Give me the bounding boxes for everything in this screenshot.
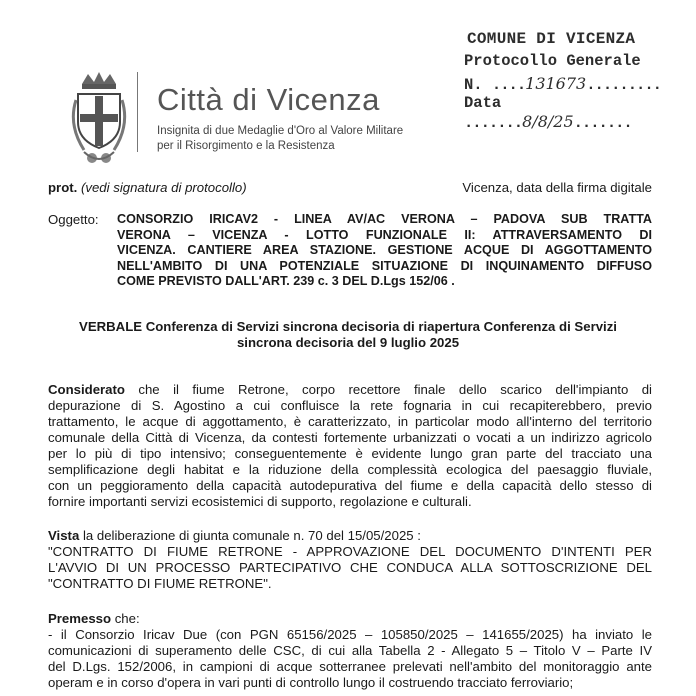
stamp-n-label: N. <box>464 76 483 94</box>
premesso-keyword: Premesso <box>48 611 112 626</box>
paragraph-line <box>48 382 652 398</box>
paragraph-line <box>48 528 652 544</box>
city-crest-logo <box>70 70 128 170</box>
stamp-protocollo: Protocollo Generale <box>464 52 641 70</box>
stamp-data-value: 8/8/25 <box>522 112 574 131</box>
place-date: Vicenza, data della firma digitale <box>462 180 652 195</box>
city-subtitle <box>157 124 403 153</box>
stamp-date-row: Data .......8/8/25....... <box>464 94 632 132</box>
verbale-title <box>40 319 656 351</box>
premesso-paragraph <box>48 611 652 691</box>
paragraph-line: operam e in corso d'opera in vari punti di controllo lungo il costruendo tracciato ferroviario; <box>48 675 574 690</box>
city-name-title: Città di Vicenza <box>157 82 380 117</box>
paragraph-line: semplificazione degli habitat e la riduzione della complessità ecologica del paesaggio fluviale, <box>48 462 652 477</box>
protocol-stamp <box>462 30 662 132</box>
vista-keyword: Vista <box>48 528 80 543</box>
oggetto-line: NELL'AMBITO DI UNA POTENZIALE SITUAZIONE DI INQUINAMENTO DIFFUSO <box>117 258 652 273</box>
paragraph-text: la deliberazione di giunta comunale n. 70 del 15/05/2025 : <box>79 528 421 543</box>
paragraph-line: "CONTRATTO DI FIUME RETRONE - APPROVAZIONE DEL DOCUMENTO D'INTENTI PER <box>48 544 652 559</box>
paragraph-line: con un peggioramento della capacità autodepurativa del fiume e della capacità dello stesso di <box>48 478 652 493</box>
prot-label: prot. <box>48 180 78 195</box>
paragraph-line: del D.Lgs. 152/2006, in campioni di acque sotterranee prelevati nell'ambito del monitoraggio ante <box>48 659 652 674</box>
paragraph-text: che: <box>111 611 140 626</box>
header-divider <box>137 72 138 152</box>
paragraph-line: comunale della Città di Vicenza, da contesti fortemente urbanizzati o vocati a un indirizzo agricolo <box>48 430 652 445</box>
paragraph-line: - il Consorzio Iricav Due (con PGN 65156/2025 – 105850/2025 – 141655/2025) ha inviato le <box>48 627 652 642</box>
oggetto-line: CONSORZIO IRICAV2 - LINEA AV/AC VERONA – PADOVA SUB TRATTA <box>117 212 652 226</box>
oggetto-line: VERONA – VICENZA - LOTTO FUNZIONALE II: ATTRAVERSAMENTO DI <box>117 227 652 242</box>
vista-paragraph <box>48 528 652 592</box>
stamp-data-label: Data <box>464 94 502 112</box>
paragraph-line: per lo più di tipo intensivo; conseguentemente è evidente lungo gran parte del tracciato una <box>48 446 652 461</box>
stamp-comune: COMUNE DI VICENZA <box>467 30 636 48</box>
paragraph-line: comunicazioni di superamento delle CSC, di cui alla Tabella 2 - Allegato 5 – Titolo V – Parte IV <box>48 643 652 658</box>
paragraph-text: che il fiume Retrone, corpo recettore finale dello scarico dell'impianto di <box>124 382 652 397</box>
prot-line <box>48 180 247 195</box>
oggetto-label: Oggetto: <box>48 212 99 227</box>
oggetto-line: VICENZA. CANTIERE AREA STAZIONE. GESTIONE ACQUE DI AGGOTTAMENTO <box>117 243 652 257</box>
oggetto-text <box>117 212 652 290</box>
prot-value: (vedi signatura di protocollo) <box>80 180 247 195</box>
city-subtitle-line: per il Risorgimento e la Resistenza <box>157 139 335 152</box>
stamp-number-row: N. ....131673......... <box>464 74 661 94</box>
city-subtitle-line: Insignita di due Medaglie d'Oro al Valore Militare <box>157 125 404 137</box>
paragraph-line <box>48 611 652 627</box>
paragraph-line: depurazione di S. Agostino a cui confluisce la rete fognaria in cui recapiterebbero, previo <box>48 398 652 413</box>
verbale-line: VERBALE Conferenza di Servizi sincrona decisoria di riapertura Conferenza di Servizi <box>79 319 617 334</box>
stamp-n-value: 131673 <box>525 74 587 93</box>
considerato-paragraph <box>48 382 652 510</box>
considerato-keyword: Considerato <box>48 382 125 397</box>
paragraph-line: "CONTRATTO DI FIUME RETRONE". <box>48 576 272 591</box>
paragraph-line: trattamento, le acque di aggottamento, è caratterizzato, in particolar modo all'interno del territorio <box>48 414 652 429</box>
paragraph-line: L'AVVIO DI UN PROCESSO PARTECIPATIVO CHE CONDUCA ALLA SOTTOSCRIZIONE DEL <box>48 560 652 575</box>
oggetto-line: COME PREVISTO DALL'ART. 239 c. 3 DEL D.Lgs 152/06 . <box>117 274 455 288</box>
verbale-line: sincrona decisoria del 9 luglio 2025 <box>236 335 460 350</box>
paragraph-line: fornire importanti servizi ecosistemici di supporto, regolazione e culturali. <box>48 494 472 509</box>
